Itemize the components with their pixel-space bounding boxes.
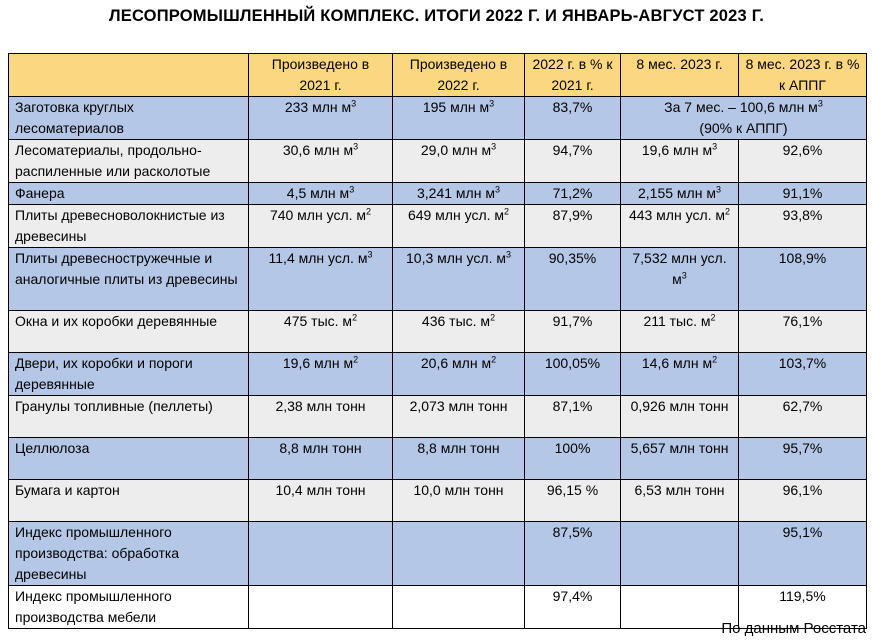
cell-8m-pct: 91,1% <box>739 183 867 205</box>
header-pct-2022: 2022 г. в % к 2021 г. <box>525 54 621 97</box>
cell-8m: 6,53 млн тонн <box>621 480 739 522</box>
table-header-row <box>9 54 867 97</box>
cell-2022: 29,0 млн $м^3$ <box>393 140 525 183</box>
cell-2021: 475 тыс. $м^2$ <box>249 311 393 353</box>
data-table <box>8 53 867 629</box>
cell-pct: 87,5% <box>525 522 621 586</box>
table-row <box>9 438 867 480</box>
cell-8m-pct: 93,8% <box>739 205 867 248</box>
header-8m-2023: 8 мес. 2023 г. <box>621 54 739 97</box>
cell-2022: 436 тыс. $м^2$ <box>393 311 525 353</box>
source-note: По данным Росстата <box>721 620 866 637</box>
row-name: Двери, их коробки и пороги деревянные <box>9 353 249 396</box>
row-name: Индекс промышленного производства мебели <box>9 586 249 629</box>
cell-2022: 10,3 млн усл. $м^3$ <box>393 248 525 311</box>
row-name: Лесоматериалы, продольно-распиленные или расколотые <box>9 140 249 183</box>
header-name <box>9 54 249 97</box>
row-name: Индекс промышленного производства: обработка древесины <box>9 522 249 586</box>
cell-2022 <box>393 522 525 586</box>
cell-8m-pct: 96,1% <box>739 480 867 522</box>
cell-pct: 91,7% <box>525 311 621 353</box>
row-name: Гранулы топливные (пеллеты) <box>9 396 249 438</box>
cell-8m: 2,155 млн $м^3$ <box>621 183 739 205</box>
table-row <box>9 522 867 586</box>
cell-8m-pct: 92,6% <box>739 140 867 183</box>
cell-2022: 20,6 млн $м^2$ <box>393 353 525 396</box>
table-row <box>9 480 867 522</box>
row-name: Целлюлоза <box>9 438 249 480</box>
cell-8m-pct: 108,9% <box>739 248 867 311</box>
row-name: Плиты древесноволокнистые из древесины <box>9 205 249 248</box>
cell-2022: 2,073 млн тонн <box>393 396 525 438</box>
table-row <box>9 311 867 353</box>
cell-2022: 649 млн усл. $м^2$ <box>393 205 525 248</box>
cell-8m: 443 млн усл. $м^2$ <box>621 205 739 248</box>
cell-2021: 2,38 млн тонн <box>249 396 393 438</box>
cell-pct: 83,7% <box>525 97 621 140</box>
cell-8m: 19,6 млн $м^3$ <box>621 140 739 183</box>
table-row <box>9 396 867 438</box>
header-2021: Произведено в 2021 г. <box>249 54 393 97</box>
table-row <box>9 97 867 140</box>
cell-8m <box>621 522 739 586</box>
cell-2021: 11,4 млн усл. $м^3$ <box>249 248 393 311</box>
cell-8m: 7,532 млн усл. $м^3$ <box>621 248 739 311</box>
cell-2021: 740 млн усл. $м^2$ <box>249 205 393 248</box>
cell-8m: 211 тыс. $м^2$ <box>621 311 739 353</box>
cell-2021: 30,6 млн $м^3$ <box>249 140 393 183</box>
cell-2022: 8,8 млн тонн <box>393 438 525 480</box>
cell-pct: 94,7% <box>525 140 621 183</box>
cell-2021: 4,5 млн $м^3$ <box>249 183 393 205</box>
cell-pct: 100% <box>525 438 621 480</box>
cell-2021: 8,8 млн тонн <box>249 438 393 480</box>
row-name: Фанера <box>9 183 249 205</box>
cell-2022: 10,0 млн тонн <box>393 480 525 522</box>
cell-2021: 10,4 млн тонн <box>249 480 393 522</box>
cell-8m-pct: 103,7% <box>739 353 867 396</box>
page-title: ЛЕСОПРОМЫШЛЕННЫЙ КОМПЛЕКС. ИТОГИ 2022 Г. И ЯНВАРЬ-АВГУСТ 2023 Г. <box>108 7 764 25</box>
cell-2021: 233 млн $м^3$ <box>249 97 393 140</box>
cell-2021 <box>249 586 393 629</box>
cell-pct: 96,15 % <box>525 480 621 522</box>
table-row <box>9 353 867 396</box>
cell-8m-pct: 62,7% <box>739 396 867 438</box>
cell-8m-pct: 95,7% <box>739 438 867 480</box>
table-row <box>9 248 867 311</box>
cell-8m: 5,657 млн тонн <box>621 438 739 480</box>
row-name: Заготовка круглых лесоматериалов <box>9 97 249 140</box>
header-2022: Произведено в 2022 г. <box>393 54 525 97</box>
cell-pct: 71,2% <box>525 183 621 205</box>
cell-2022: 3,241 млн $м^3$ <box>393 183 525 205</box>
cell-pct: 97,4% <box>525 586 621 629</box>
cell-2022 <box>393 586 525 629</box>
row-name: Бумага и картон <box>9 480 249 522</box>
cell-2021 <box>249 522 393 586</box>
table-row <box>9 140 867 183</box>
cell-8m: 14,6 млн $м^2$ <box>621 353 739 396</box>
cell-2022: 195 млн $м^3$ <box>393 97 525 140</box>
cell-8m-pct: 95,1% <box>739 522 867 586</box>
cell-8m: 0,926 млн тонн <box>621 396 739 438</box>
cell-pct: 90,35% <box>525 248 621 311</box>
cell-8m-pct: 76,1% <box>739 311 867 353</box>
row-name: Окна и их коробки деревянные <box>9 311 249 353</box>
table-row <box>9 205 867 248</box>
row-name: Плиты древесностружечные и аналогичные плиты из древесины <box>9 248 249 311</box>
cell-pct: 87,9% <box>525 205 621 248</box>
cell-pct: 100,05% <box>525 353 621 396</box>
table-row <box>9 183 867 205</box>
cell-pct: 87,1% <box>525 396 621 438</box>
cell-merged-note: За 7 мес. – 100,6 млн $м^3$ (90% к АППГ) <box>621 97 867 140</box>
header-8m-pct: 8 мес. 2023 г. в % к АППГ <box>739 54 867 97</box>
cell-2021: 19,6 млн $м^2$ <box>249 353 393 396</box>
cell-8m-pct: 119,5% <box>739 586 867 629</box>
